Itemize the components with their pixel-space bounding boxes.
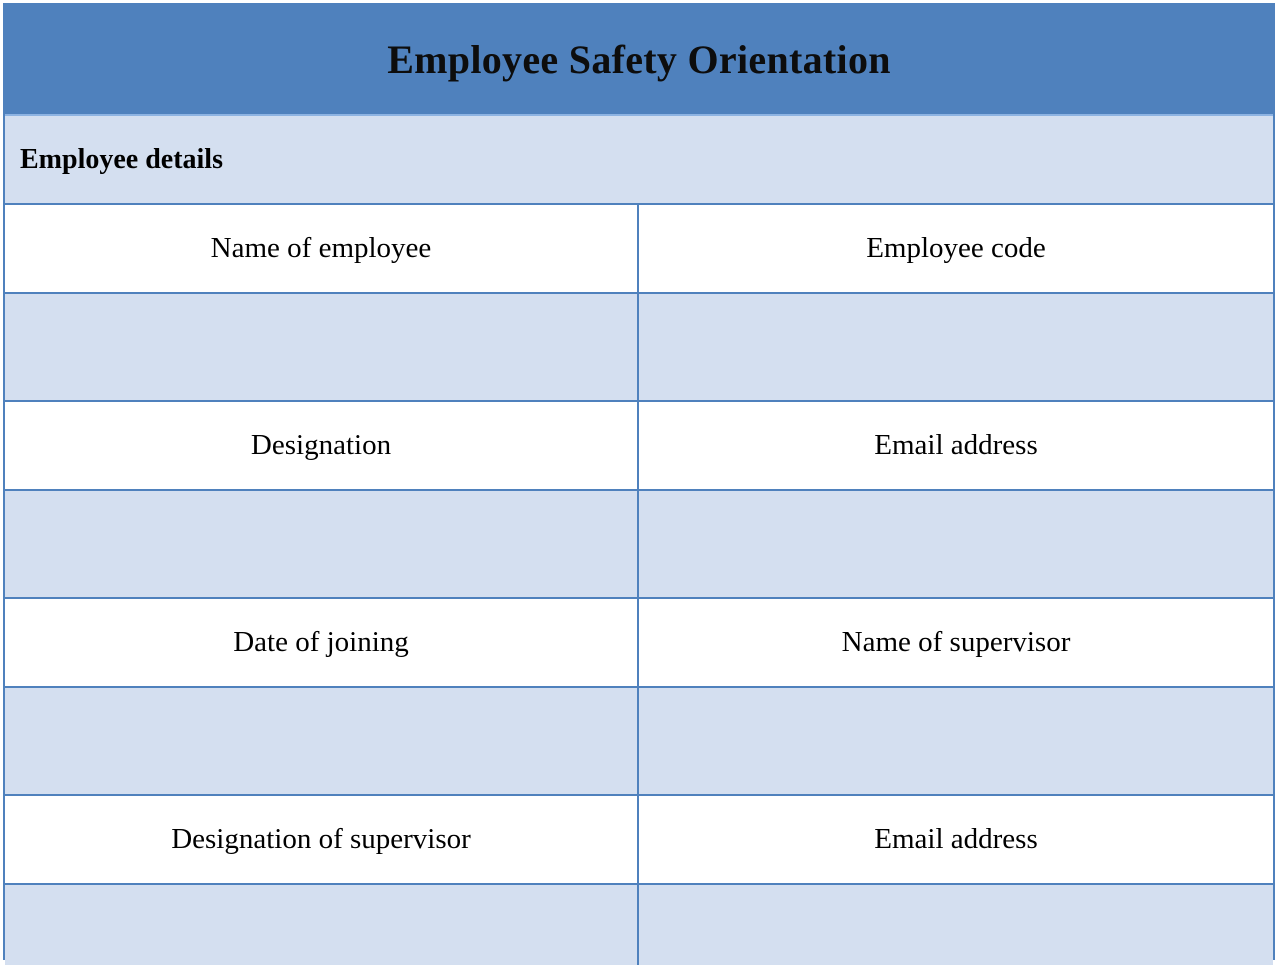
name-of-supervisor-field[interactable] [639,688,1273,794]
designation-field[interactable] [5,491,639,597]
input-row [5,688,1273,796]
form-title: Employee Safety Orientation [387,37,891,82]
field-label-designation: Designation [5,402,639,489]
email-address-field[interactable] [639,491,1273,597]
field-label-designation-of-supervisor: Designation of supervisor [5,796,639,883]
form-header [5,5,1273,116]
input-row [5,294,1273,402]
supervisor-email-address-field[interactable] [639,885,1273,965]
field-label-email-address: Email address [874,429,1038,461]
name-of-employee-field[interactable] [5,294,639,400]
date-of-joining-field[interactable] [5,688,639,794]
details-grid [5,205,1273,965]
section-title: Employee details [20,143,223,175]
label-row [5,205,1273,294]
label-row [5,402,1273,491]
label-row [5,599,1273,688]
designation-of-supervisor-field[interactable] [5,885,639,965]
section-header [5,116,1273,205]
input-row [5,885,1273,965]
input-row [5,491,1273,599]
employee-safety-orientation-form [3,3,1275,960]
field-label-employee-code: Employee code [866,232,1046,264]
field-label-name-of-employee: Name of employee [5,205,639,292]
field-label-name-of-supervisor: Name of supervisor [841,626,1071,658]
field-label-supervisor-email-address: Email address [874,823,1038,855]
field-label-date-of-joining: Date of joining [5,599,639,686]
employee-code-field[interactable] [639,294,1273,400]
label-row [5,796,1273,885]
